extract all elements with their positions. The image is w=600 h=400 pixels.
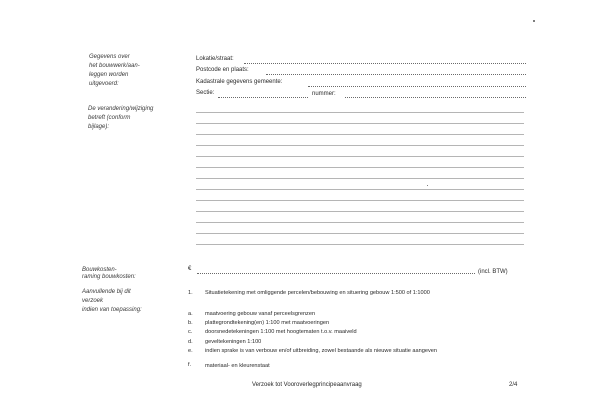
cadastral-field-label: Kadastrale gegevens gemeente: — [196, 79, 283, 85]
page-number: 2/4 — [509, 382, 518, 388]
appendix-marker: e. — [188, 348, 193, 354]
appendix-main-marker: 1. — [188, 290, 193, 296]
location-label-line-3: leggen worden — [89, 72, 129, 78]
appendix-marker: b. — [188, 320, 193, 326]
currency-symbol: € — [188, 266, 192, 272]
postcode-input[interactable] — [266, 74, 526, 75]
number-field-label: nummer: — [312, 91, 336, 97]
section-input[interactable] — [218, 97, 308, 98]
description-line[interactable] — [196, 123, 524, 124]
description-line[interactable] — [196, 211, 524, 212]
description-line[interactable] — [196, 167, 524, 168]
appendix-item: maatvoering gebouw vanaf perceelsgrenzen — [205, 311, 316, 317]
appendix-label-line-2: verzoek — [82, 298, 104, 304]
cost-input[interactable] — [197, 273, 475, 274]
location-label-line-4: uitgevoerd: — [89, 81, 119, 87]
cost-block-label — [82, 267, 136, 281]
number-input[interactable] — [345, 97, 526, 98]
appendix-item: materiaal- en kleurenstaat — [205, 363, 270, 369]
appendix-marker: c. — [188, 329, 193, 335]
description-line[interactable] — [196, 189, 524, 190]
description-line[interactable] — [196, 178, 524, 179]
cost-label-line-2: raming bouwkosten: — [82, 274, 136, 280]
work-label-line-2: betreft (conform — [88, 115, 131, 121]
location-block-label — [89, 53, 140, 89]
description-line[interactable] — [196, 200, 524, 201]
description-line[interactable] — [196, 112, 524, 113]
appendix-block-label — [82, 288, 142, 315]
work-label-line-1: De verandering/wijziging — [88, 106, 154, 112]
description-line[interactable] — [196, 145, 524, 146]
location-input[interactable] — [244, 63, 526, 64]
appendix-item: doorsnedetekeningen 1:100 met hoogtematen t.o.v. maaiveld — [205, 329, 357, 335]
work-label-line-3: bijlage): — [88, 124, 110, 130]
postcode-field-label: Postcode en plaats: — [196, 67, 249, 73]
scan-speck — [427, 185, 428, 186]
description-line[interactable] — [196, 134, 524, 135]
appendix-label-line-1: Aanvullende bij dit — [82, 289, 131, 295]
cost-suffix: (incl. BTW) — [478, 269, 508, 275]
cost-label-line-1: Bouwkosten- — [82, 267, 117, 273]
section-field-label: Sectie: — [196, 90, 215, 96]
appendix-marker: d. — [188, 339, 193, 345]
appendix-item: geveltekeningen 1:100 — [205, 339, 262, 345]
location-label-line-2: het bouwwerk/aan- — [89, 63, 140, 69]
location-label-line-1: Gegevens over — [89, 54, 130, 60]
description-line[interactable] — [196, 233, 524, 234]
appendix-main-text: Situatietekening met omliggende percelen/bebouwing en situering gebouw 1:500 of 1:1000 — [205, 290, 430, 296]
description-line[interactable] — [196, 156, 524, 157]
location-field-label: Lokatie/straat: — [196, 56, 234, 62]
description-line[interactable] — [196, 244, 524, 245]
description-line[interactable] — [196, 222, 524, 223]
appendix-marker: f. — [188, 362, 192, 368]
appendix-marker: a. — [188, 311, 193, 317]
appendix-item: indien sprake is van verbouw en/of uitbreiding, zowel bestaande als nieuwe situatie aangeven — [205, 348, 437, 354]
work-block-label — [88, 105, 153, 132]
footer-title: Verzoek tot Vooroverlegprincipeaanvraag — [252, 382, 362, 388]
appendix-label-line-3: indien van toepassing: — [82, 307, 142, 313]
cadastral-input[interactable] — [308, 86, 526, 87]
scan-speck — [533, 20, 535, 22]
appendix-item: plattegrondtekening(en) 1:100 met maatvoeringen — [205, 320, 330, 326]
